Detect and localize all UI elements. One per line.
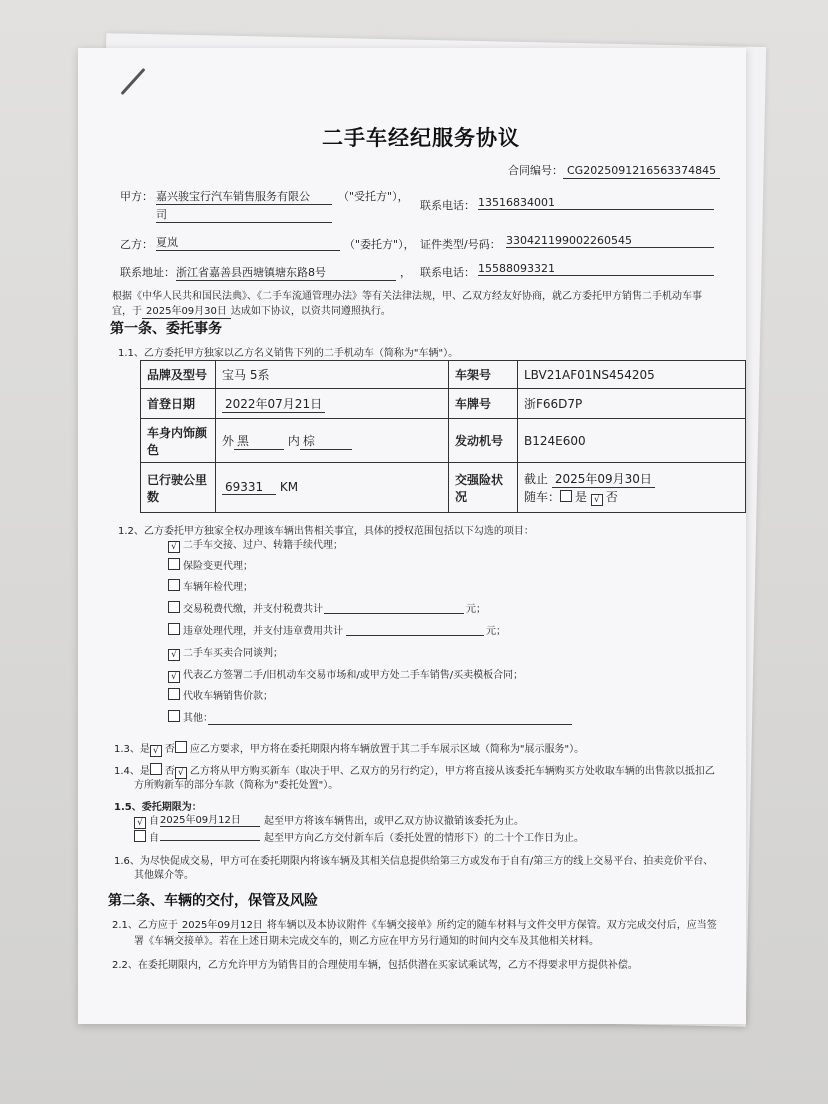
contract-number-value: CG2025091216563374845	[563, 164, 720, 179]
scope-item[interactable]: 交易税费代缴，并支付税费共计	[168, 600, 323, 615]
insurance-yes-checkbox[interactable]	[560, 490, 572, 502]
id-label: 证件类型/号码：	[420, 238, 501, 251]
party-b-phone: 15588093321	[478, 262, 714, 276]
clause-1-1: 1.1、乙方委托甲方独家以乙方名义销售下列的二手机动车（简称为"车辆"）。	[118, 348, 459, 359]
interior-color: 棕	[300, 432, 352, 450]
other-blank[interactable]	[208, 710, 572, 725]
scope-item[interactable]: 代收车辆销售价款；	[168, 687, 273, 702]
intro-line-1: 根据《中华人民共和国民法典》、《二手车流通管理办法》等有关法律法规，甲、乙双方经友好协商，就乙方委托甲方销售二手机动车事	[112, 291, 702, 302]
term-option-1-checkbox[interactable]: √	[134, 817, 146, 829]
color-cell: 外 黑 内 棕	[216, 419, 449, 463]
violation-amount-blank[interactable]	[346, 621, 484, 636]
clause-1-6-line-2: 其他媒介等。	[134, 870, 194, 881]
address-comma: ，	[400, 266, 411, 279]
mileage-cell	[216, 463, 449, 513]
tax-amount-blank[interactable]	[324, 599, 464, 614]
clause-2-1-line-2: 署《车辆交接单》。若在上述日期未完成交车的，则乙方应在甲方另行通知的时间内交车及其他相关材料。	[134, 936, 599, 947]
insurance-no-checkbox[interactable]: √	[591, 494, 603, 506]
article-2-heading: 第二条、车辆的交付，保管及风险	[108, 893, 318, 909]
exterior-color: 黑	[234, 432, 284, 450]
clause-1-5: 1.5、委托期限为：	[114, 802, 202, 813]
scope-item[interactable]: 保险变更代理；	[168, 557, 253, 572]
scope-item[interactable]: 车辆年检代理；	[168, 578, 253, 593]
id-number: 330421199002260545	[506, 234, 714, 248]
vin-label: 车架号	[449, 361, 518, 389]
reg-date-cell	[216, 389, 449, 419]
party-a-role: （"受托方"），	[338, 190, 409, 203]
plate-label: 车牌号	[449, 389, 518, 419]
term-option-1-text: 起至甲方将该车辆售出，或甲乙双方协议撤销该委托为止。	[264, 816, 524, 827]
document-title: 二手车经纪服务协议	[322, 126, 520, 150]
scope-checkbox[interactable]	[168, 601, 180, 613]
plate-value: 浙F66D7P	[518, 389, 746, 419]
insurance-date: 2025年09月30日	[552, 470, 655, 488]
party-b-label: 乙方：	[120, 238, 153, 251]
scope-checkbox[interactable]	[168, 558, 180, 570]
scope-item[interactable]: √ 二手车买卖合同谈判；	[168, 644, 283, 661]
intro-date: 2025年09月30日	[142, 302, 231, 319]
clause-1-4-yes-checkbox[interactable]	[150, 763, 162, 775]
address-value: 浙江省嘉善县西塘镇塘东路8号	[176, 264, 396, 281]
scope-item[interactable]: 违章处理代理，并支付违章费用共计	[168, 622, 343, 637]
vin-value: LBV21AF01NS454205	[518, 361, 746, 389]
article-1-heading: 第一条、委托事务	[110, 321, 222, 337]
mileage-label: 已行驶公里 数	[141, 463, 216, 513]
clause-1-2: 1.2、乙方委托甲方独家全权办理该车辆出售相关事宜，具体的授权范围包括以下勾选的项目：	[118, 526, 534, 537]
clause-1-3-no-checkbox[interactable]	[175, 741, 187, 753]
clause-1-3-yes-checkbox[interactable]: √	[150, 745, 162, 757]
scope-checkbox[interactable]	[168, 688, 180, 700]
party-a-name-line2: 司	[156, 206, 332, 223]
reg-date-label: 首登日期	[141, 389, 216, 419]
scope-checkbox[interactable]: √	[168, 541, 180, 553]
clause-1-4-no-checkbox[interactable]: √	[175, 767, 187, 779]
color-label: 车身内饰颜 色	[141, 419, 216, 463]
delivery-date: 2025年09月12日	[178, 916, 267, 933]
scope-checkbox[interactable]	[168, 623, 180, 635]
term-start-date: 2025年09月12日	[160, 811, 260, 827]
brand-label: 品牌及型号	[141, 361, 216, 389]
mileage-unit: KM	[279, 480, 299, 494]
scope-checkbox[interactable]	[168, 710, 180, 722]
tax-unit: 元；	[466, 604, 486, 615]
party-b-name: 夏岚	[156, 234, 340, 251]
scope-item[interactable]: 其他：	[168, 709, 213, 724]
insurance-cell: 截止 2025年09月30日 随车： 是 √ 否	[518, 463, 746, 513]
contract-number	[508, 162, 720, 179]
mileage-value: 69331	[222, 480, 276, 495]
term-option-2: 自	[134, 829, 159, 844]
clause-1-4: 1.4、是 否 √ 乙方将从甲方购买新车（取决于甲、乙双方的另行约定），甲方将直接从该委托车辆购买方处收取车辆的出售款以抵扣乙	[114, 762, 715, 779]
scope-item[interactable]: √ 二手车交接、过户、转籍手续代理；	[168, 536, 343, 553]
party-b-phone-label: 联系电话：	[420, 266, 475, 279]
engine-label: 发动机号	[449, 419, 518, 463]
clause-2-1-line-1: 2.1、乙方应于 2025年09月12日 将车辆以及本协议附件《车辆交接单》所约定的随车材料与文件交甲方保管。双方完成交付后，应当签	[112, 916, 717, 933]
term-option-2-checkbox[interactable]	[134, 830, 146, 842]
clause-2-2: 2.2、在委托期限内，乙方允许甲方为销售目的合理使用车辆，包括供潜在买家试乘试驾，乙方不得要求甲方提供补偿。	[112, 960, 638, 971]
party-b-role: （"委托方"），	[344, 238, 415, 251]
insurance-label: 交强险状况	[449, 463, 518, 513]
reg-date-value: 2022年07月21日	[222, 395, 325, 413]
intro-line-2: 宜，于 2025年09月30日 达成如下协议，以资共同遵照执行。	[112, 302, 391, 319]
party-a-name-line1: 嘉兴骏宝行汽车销售服务有限公	[156, 188, 332, 205]
address-label: 联系地址：	[120, 266, 175, 279]
clause-1-4-line-2: 方所购新车的部分车款（简称为"委托处置"）。	[134, 780, 339, 791]
scope-checkbox[interactable]	[168, 579, 180, 591]
scope-checkbox[interactable]: √	[168, 649, 180, 661]
term-option-2-text: 起至甲方向乙方交付新车后（委托处置的情形下）的二十个工作日为止。	[264, 833, 584, 844]
party-a-label: 甲方：	[120, 190, 153, 203]
scope-item[interactable]: √ 代表乙方签署二手/旧机动车交易市场和/或甲方处二手车销售/买卖模板合同；	[168, 666, 523, 683]
party-a-phone: 13516834001	[478, 196, 714, 210]
vehicle-table	[140, 360, 746, 513]
engine-value: B124E600	[518, 419, 746, 463]
clause-1-6-line-1: 1.6、为尽快促成交易，甲方可在委托期限内将该车辆及其相关信息提供给第三方或发布于自有/第三方的线上交易平台、拍卖竞价平台、	[114, 856, 714, 867]
scope-checkbox[interactable]: √	[168, 671, 180, 683]
brand-value: 宝马 5系	[216, 361, 449, 389]
term-option-1: √ 自	[134, 812, 159, 829]
contract-number-label: 合同编号：	[508, 164, 563, 177]
party-a-phone-label: 联系电话：	[420, 199, 475, 212]
term-option-2-blank[interactable]	[160, 826, 260, 841]
clause-1-3: 1.3、是 √ 否 应乙方要求，甲方将在委托期限内将车辆放置于其二手车展示区域（简称为"展示服务"）。	[114, 740, 584, 757]
violation-unit: 元；	[486, 626, 506, 637]
